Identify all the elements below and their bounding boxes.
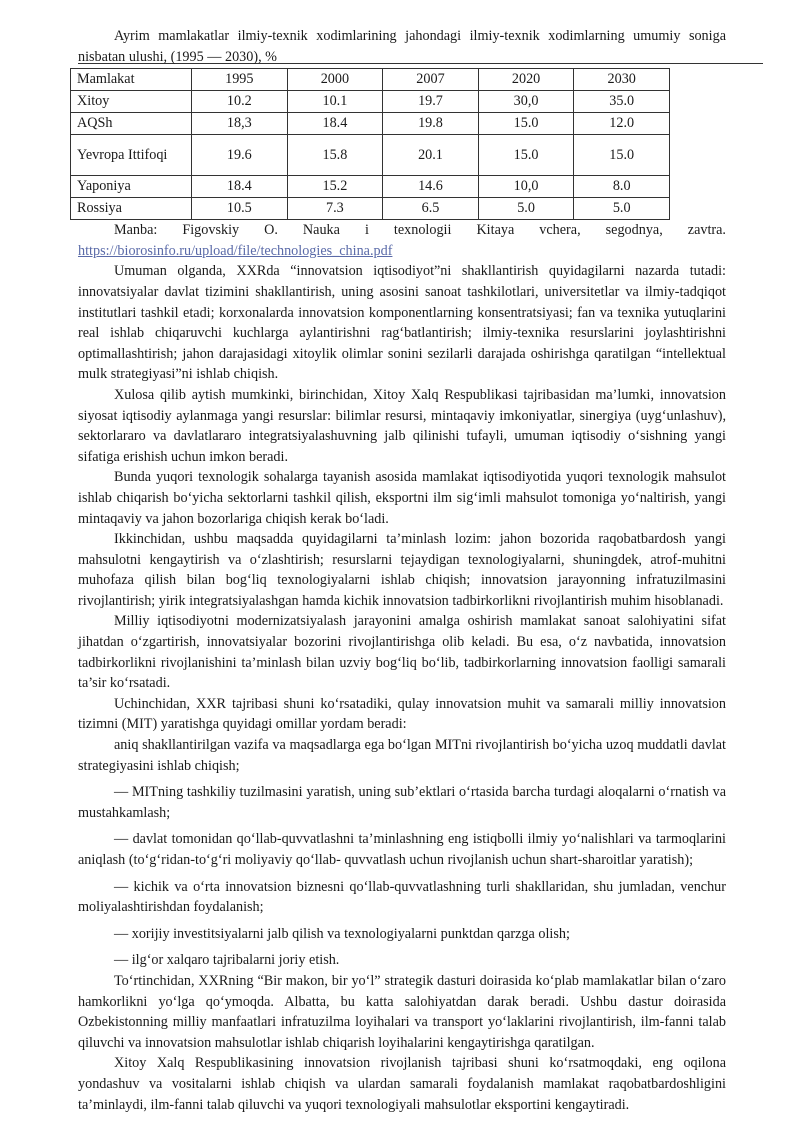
source-word: Nauka bbox=[302, 222, 340, 239]
value-cell: 6.5 bbox=[383, 198, 479, 220]
value-cell: 18,3 bbox=[192, 113, 288, 135]
body-paragraph: aniq shakllantirilgan vazifa va maqsadlarga ega bo‘lgan MITni rivojlantirish bo‘yicha uzoq muddatli davlat strategiyasini ishlab chiqish; bbox=[78, 737, 726, 774]
value-cell: 15.0 bbox=[478, 135, 574, 176]
value-cell: 19.8 bbox=[383, 113, 479, 135]
body-paragraph: Uchinchidan, XXR tajribasi shuni ko‘rsatadiki, qulay innovatsion muhit va samarali milliy innovatsion tizimni (MIT) yaratishga quyidagi omillar yordam beradi: bbox=[78, 695, 726, 733]
header-cell: 2030 bbox=[574, 69, 670, 91]
source-word: zavtra. bbox=[687, 222, 726, 239]
body-paragraph: To‘rtinchidan, XXRning “Bir makon, bir yo‘l” strategik dasturi doirasida ko‘plab mamlakatlar bilan o‘zaro hamkorlikni yo‘lga qo‘ymoqda. Albatta, bu katta salohiyatdan darak beradi. Ushbu dastur doirasida Ozbekistonning milliy manfaatlari infratuzilma loyihalari va transport yo‘laklarini rivojlantirish, ilm-fanni talab qiluvchi va innovatsion mahsulotlar ishlab chiqarish loyihalarini kengaytirishga qaratilgan. bbox=[78, 972, 726, 1051]
body-paragraph: Ikkinchidan, ushbu maqsadda quyidagilarni ta’minlash lozim: jahon bozorida raqobatbardosh yangi mahsulotni kengaytirish va o‘zlashtirish; resurslarni tejaydigan texnologiyalarni, shuningdek, atrof-muhitni muhofaza qilish bilan bog‘liq texnologiyalarni ishlab chiqish; innovatsion jarayonning infratuzilmasini rivojlantirish; yirik integratsiyalashgan hamda kichik innovatsion tadbirkorlikni rivojlantirish muhim hisoblanadi. bbox=[78, 531, 726, 609]
source-link[interactable]: https://biorosinfo.ru/upload/file/technologies_china.pdf bbox=[78, 242, 393, 259]
body-paragraph: Milliy iqtisodiyotni modernizatsiyalash jarayonini amalga oshirish mamlakat sanoat salohiyatini sifat jihatdan o‘zgartirish, innovatsiyalar bozorini rivojlantirishga olib keladi. Bu esa, o‘z navbatida, innovatsion tadbirkorlikni rivojlanishini ta’minlash bilan uzviy bog‘liq bo‘lib, tadbirkorlarning innovatsion faolligi samarali ta’sir ko‘rsatadi. bbox=[78, 613, 726, 692]
value-cell: 12.0 bbox=[574, 113, 670, 135]
country-cell: AQSh bbox=[71, 113, 192, 135]
table-row bbox=[71, 135, 670, 176]
value-cell: 18.4 bbox=[287, 113, 383, 135]
value-cell: 15.0 bbox=[478, 113, 574, 135]
dash-list-item: — ilg‘or xalqaro tajribalarni joriy etish. bbox=[114, 952, 340, 969]
value-cell: 10.1 bbox=[287, 91, 383, 113]
source-word: texnologii bbox=[393, 222, 452, 239]
header-cell: 2020 bbox=[478, 69, 574, 91]
source-word: Figovskiy bbox=[182, 222, 240, 239]
header-cell: 1995 bbox=[192, 69, 288, 91]
dash-list-item: — kichik va o‘rta innovatsion biznesni qo‘llab-quvvatlashning turli shakllaridan, shu jumladan, venchur moliyalashtirishdan foydalanish; bbox=[78, 878, 726, 916]
value-cell: 19.6 bbox=[192, 135, 288, 176]
header-cell: 2000 bbox=[287, 69, 383, 91]
source-word: O. bbox=[264, 222, 278, 239]
document-page bbox=[78, 26, 726, 1115]
dash-list-item: — davlat tomonidan qo‘llab-quvvatlashni ta’minlashning eng istiqbolli ilmiy yo‘nalishlari va tarmoqlarini aniqlash (to‘g‘ridan-to‘g‘ri moliyaviy qo‘llab- quvvatlash uchun rivojlanish uchun shart-sharoitlar yaratish); bbox=[78, 831, 726, 868]
source-word: Manba: bbox=[114, 222, 158, 239]
dash-list-item: — MITning tashkiliy tuzilmasini yaratish, uning sub’ektlari o‘rtasida barcha turdagi aloqalarni o‘rnatish va mustahkamlash; bbox=[78, 784, 726, 821]
value-cell: 15.0 bbox=[574, 135, 670, 176]
body-paragraph: Bunda yuqori texnologik sohalarga tayanish asosida mamlakat iqtisodiyotida yuqori texnologik mahsulot ishlab chiqarish bo‘yicha sektorlarni tashkil qilish, eksportni ilm sig‘imli mahsulot tomoniga yo‘naltirish, yangi mintaqaviy va jahon bozorlariga chiqish kerak bo‘ladi. bbox=[78, 469, 726, 527]
table-row bbox=[71, 113, 670, 135]
table-row bbox=[71, 91, 670, 113]
value-cell: 14.6 bbox=[383, 176, 479, 198]
value-cell: 10.5 bbox=[192, 198, 288, 220]
staff-share-table bbox=[70, 68, 670, 220]
body-paragraph: Umuman olganda, XXRda “innovatsion iqtisodiyot”ni shakllantirish quyidagilarni nazarda tutadi: innovatsiyalar davlat tizimini shakllantirish, uning asosini sanoat tashkilotlari, universitetlar va ilmiy-tadqiqot institutlari tashkil etadi; korxonalarda innovatsion komponentlarning konsentratsiyasi; fan va texnika yutuqlarini real ishlab chiqaruvchi kuchlarga aylantirishni rag‘batlantirish; ilmiy-texnika resurslarini joylashtirishni optimallashtirish; jahon darajasidagi xitoylik olimlar sonini sezilarli darajada oshirishga qaratilgan “intellektual mulk strategiyasi”ni ishlab chiqish. bbox=[78, 263, 726, 383]
country-cell: Xitoy bbox=[71, 91, 192, 113]
country-cell: Yaponiya bbox=[71, 176, 192, 198]
table-row bbox=[71, 198, 670, 220]
source-word: vchera, bbox=[539, 222, 581, 239]
dash-list-item: — xorijiy investitsiyalarni jalb qilish va texnologiyalarni punktdan qarzga olish; bbox=[114, 925, 570, 942]
value-cell: 18.4 bbox=[192, 176, 288, 198]
value-cell: 5.0 bbox=[478, 198, 574, 220]
header-cell: Mamlakat bbox=[71, 69, 192, 91]
value-cell: 35.0 bbox=[574, 91, 670, 113]
source-link-line bbox=[78, 241, 726, 262]
body-paragraph: Xitoy Xalq Respublikasining innovatsion rivojlanish tajribasi shuni ko‘rsatmoqdaki, eng oqilona yondashuv va vositalarni ishlab chiqish va ulardan samarali foydalanish mamlakat raqobatbardoshligini ta’minlaydi, ilm-fanni talab qiluvchi va yuqori texnologiyali mahsulotlar eksportini kengaytiradi. bbox=[78, 1055, 726, 1113]
table-header-row bbox=[71, 69, 670, 91]
value-cell: 30,0 bbox=[478, 91, 574, 113]
value-cell: 10,0 bbox=[478, 176, 574, 198]
value-cell: 20.1 bbox=[383, 135, 479, 176]
value-cell: 19.7 bbox=[383, 91, 479, 113]
source-word: i bbox=[364, 222, 369, 239]
value-cell: 5.0 bbox=[574, 198, 670, 220]
country-cell: Yevropa Ittifoqi bbox=[71, 135, 192, 176]
body-paragraph: Xulosa qilib aytish mumkinki, birinchidan, Xitoy Xalq Respublikasi tajribasidan ma’lumki, innovatsion siyosat iqtisodiy aylanmaga yangi resurslar: bilimlar resursi, mintaqaviy imkoniyatlar, sinergiya (uyg‘unlashuv), sektorlararo va davlatlararo integratsiyalashuvning jalb qilinishi tufayli, umuman iqtisodiy o‘sishning yangi sifatiga erishish uchun imkon beradi. bbox=[78, 386, 726, 465]
value-cell: 15.8 bbox=[287, 135, 383, 176]
source-word: Kitaya bbox=[476, 222, 515, 239]
value-cell: 15.2 bbox=[287, 176, 383, 198]
value-cell: 10.2 bbox=[192, 91, 288, 113]
header-cell: 2007 bbox=[383, 69, 479, 91]
value-cell: 8.0 bbox=[574, 176, 670, 198]
country-cell: Rossiya bbox=[71, 198, 192, 220]
table-caption: Ayrim mamlakatlar ilmiy-texnik xodimlarining jahondagi ilmiy-texnik xodimlarning umumiy soniga nisbatan ulushi, (1995 — 2030), % bbox=[78, 28, 726, 65]
source-citation bbox=[78, 220, 726, 241]
source-word: segodnya, bbox=[605, 222, 663, 239]
table-row bbox=[71, 176, 670, 198]
value-cell: 7.3 bbox=[287, 198, 383, 220]
